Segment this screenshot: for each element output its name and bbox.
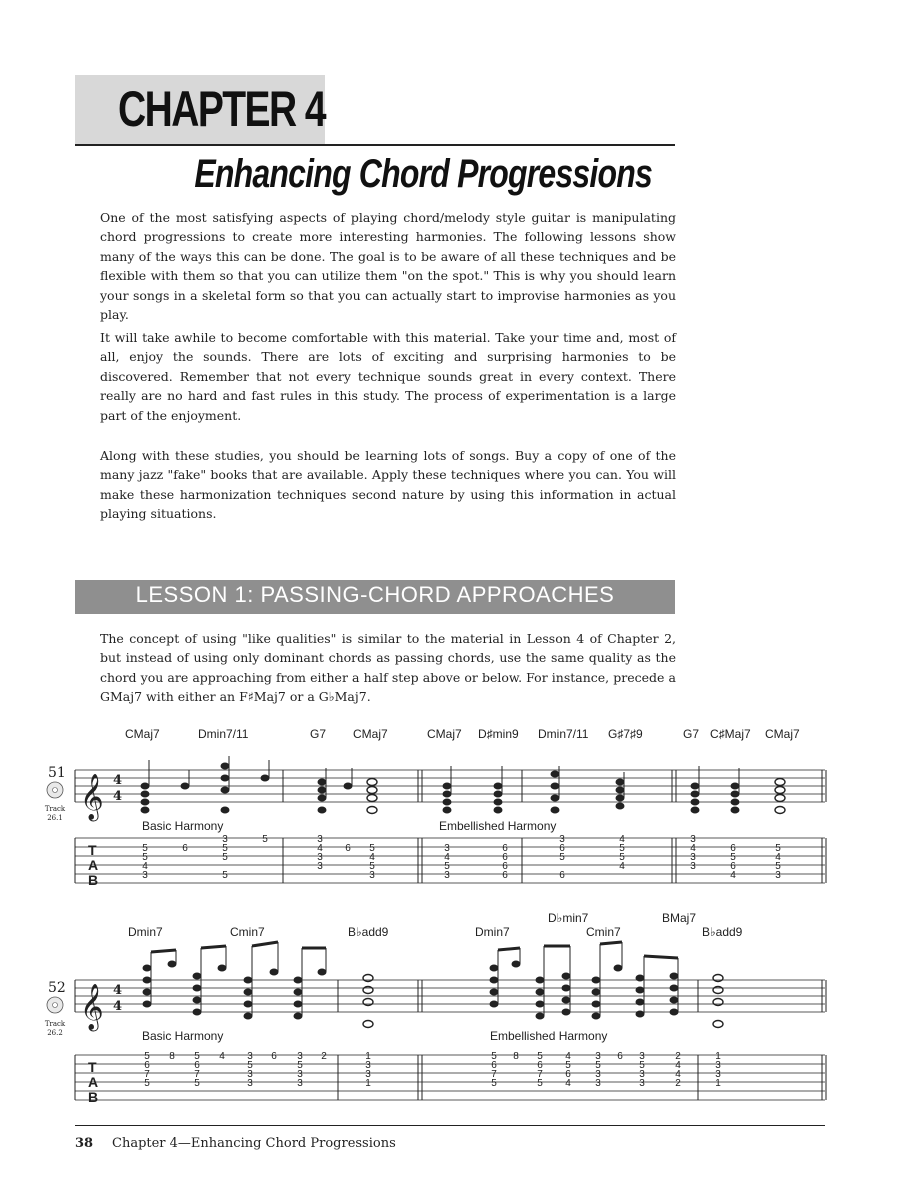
section-label: Basic Harmony <box>142 1029 224 1043</box>
tab-number: 6 <box>537 1060 543 1071</box>
tab-number: 3 <box>690 834 696 845</box>
tab-number: 5 <box>369 861 375 872</box>
tab-number: 3 <box>317 861 323 872</box>
chord-symbol: D♯min9 <box>478 727 519 741</box>
tab-number: 5 <box>639 1060 645 1071</box>
tab-number: 5 <box>222 843 228 854</box>
chord-symbol: D♭min7 <box>548 911 589 925</box>
chord-symbol: CMaj7 <box>125 727 160 741</box>
tab-number: 5 <box>222 870 228 881</box>
tab-number: 4 <box>565 1078 571 1089</box>
example-number: 52 <box>48 980 66 996</box>
tab-number: 1 <box>715 1078 721 1089</box>
chapter-title: Enhancing Chord Progressions <box>194 152 652 196</box>
tab-number: 3 <box>317 852 323 863</box>
tab-number: 5 <box>730 852 736 863</box>
tab-number: 5 <box>595 1060 601 1071</box>
tab-number: 5 <box>142 852 148 863</box>
tab-number: 5 <box>775 861 781 872</box>
tab-number: 5 <box>619 843 625 854</box>
tab-number: 5 <box>565 1060 571 1071</box>
tab-number: 2 <box>675 1051 681 1062</box>
tab-number: 5 <box>444 861 450 872</box>
tab-number: 5 <box>491 1078 497 1089</box>
tab-number: 2 <box>675 1078 681 1089</box>
staff-lines <box>75 980 825 1012</box>
tab-number: 3 <box>639 1051 645 1062</box>
cd-icon <box>47 782 63 798</box>
tab-number: 5 <box>247 1060 253 1071</box>
chord-symbol: Cmin7 <box>586 925 621 939</box>
tab-number: 3 <box>297 1069 303 1080</box>
tab-number: 4 <box>675 1060 681 1071</box>
tab-number: 3 <box>690 861 696 872</box>
tab-number: 6 <box>502 861 508 872</box>
example-52 <box>45 911 826 1105</box>
tab-letter: A <box>88 1074 99 1090</box>
tab-numbers <box>144 1051 721 1089</box>
tab-number: 1 <box>365 1078 371 1089</box>
tab-number: 6 <box>502 852 508 863</box>
tab-number: 4 <box>619 834 625 845</box>
tab-number: 5 <box>144 1051 150 1062</box>
chord-symbol: B♭add9 <box>702 925 743 939</box>
treble-clef: 𝄞 <box>80 774 104 820</box>
chord-symbols <box>125 727 800 741</box>
chord-symbol: C♯Maj7 <box>710 727 751 741</box>
tab-number: 7 <box>491 1069 497 1080</box>
tab-number: 5 <box>262 834 268 845</box>
tab-number: 6 <box>730 861 736 872</box>
chord-symbol: G7 <box>683 727 700 741</box>
running-title: Chapter 4—Enhancing Chord Progressions <box>112 1136 396 1151</box>
tab-number: 3 <box>142 870 148 881</box>
paragraph-songs: Along with these studies, you should be learning lots of songs. Buy a copy of one of the many jazz "fake" books that are available. Apply these techniques where you can. You will make these harmonization techniques second nature by using this information in actual playing situations. <box>100 448 676 522</box>
tab-number: 5 <box>194 1078 200 1089</box>
time-signature-top: 4 <box>113 773 123 788</box>
tab-number: 3 <box>595 1078 601 1089</box>
notes <box>141 756 785 814</box>
tab-number: 3 <box>559 834 565 845</box>
chord-symbol: CMaj7 <box>427 727 462 741</box>
tab-number: 3 <box>444 843 450 854</box>
tab-number: 3 <box>715 1069 721 1080</box>
tab-number: 3 <box>317 834 323 845</box>
tab-number: 3 <box>775 870 781 881</box>
tab-number: 1 <box>715 1051 721 1062</box>
tab-number: 3 <box>595 1069 601 1080</box>
tab-number: 3 <box>247 1051 253 1062</box>
chord-symbol: Dmin7/11 <box>538 727 589 741</box>
tab-number: 6 <box>491 1060 497 1071</box>
tab-number: 6 <box>144 1060 150 1071</box>
chord-symbols <box>128 911 743 939</box>
tab-number: 4 <box>142 861 148 872</box>
tab-number: 5 <box>491 1051 497 1062</box>
paragraph-practice: It will take awhile to become comfortable with this material. Take your time and, most of all, enjoy the sounds. There are lots of exciting and surprising harmonies to be discovered. Remember that not every technique sounds great in every context. There really are no hard and fast rules in this study. The process of experimentation is a large part of the enjoyment. <box>100 330 676 423</box>
example-51 <box>45 727 826 888</box>
tab-number: 3 <box>297 1078 303 1089</box>
tab-number: 5 <box>537 1051 543 1062</box>
page-number: 38 <box>75 1136 94 1151</box>
tab-number: 6 <box>502 843 508 854</box>
tab-number: 3 <box>369 870 375 881</box>
tab-letter: T <box>88 842 97 858</box>
tab-number: 5 <box>619 852 625 863</box>
tab-number: 7 <box>144 1069 150 1080</box>
chord-symbol: G♯7♯9 <box>608 727 643 741</box>
chord-symbol: B♭add9 <box>348 925 389 939</box>
tab-number: 3 <box>247 1078 253 1089</box>
tab-number: 4 <box>730 870 736 881</box>
tab-number: 6 <box>194 1060 200 1071</box>
tab-number: 8 <box>169 1051 175 1062</box>
tab-letter: B <box>88 872 99 888</box>
tab-number: 6 <box>182 843 188 854</box>
tab-number: 5 <box>222 852 228 863</box>
time-signature-bottom: 4 <box>113 999 123 1014</box>
chord-symbol: Cmin7 <box>230 925 265 939</box>
example-number: 51 <box>48 765 66 781</box>
lesson-intro: The concept of using "like qualities" is similar to the material in Lesson 4 of Chapter 2, but instead of using only dominant chords as passing chords, use the same quality as the chord you are approaching from either a half step above or below. For instance, precede a GMaj7 with either an F♯Maj7 or a G♭Maj7. <box>100 631 676 705</box>
tab-number: 3 <box>715 1060 721 1071</box>
paragraph-intro: One of the most satisfying aspects of playing chord/melody style guitar is manipulating chord progressions to create more interesting harmonies. The following lessons show many of the ways this can be done. The goal is to be aware of all these techniques and be flexible with them so that you can utilize them "on the spot." This is why you should learn your songs in a skeletal form so that you can actually start to improvise harmonies as you play. <box>100 210 676 323</box>
tab-number: 4 <box>690 843 696 854</box>
tab-number: 6 <box>271 1051 277 1062</box>
tab-number: 6 <box>345 843 351 854</box>
tab-letter: B <box>88 1089 99 1105</box>
tab-number: 1 <box>365 1051 371 1062</box>
chord-symbol: Dmin7 <box>128 925 163 939</box>
tab-number: 4 <box>317 843 323 854</box>
tab-number: 3 <box>222 834 228 845</box>
tab-number: 6 <box>559 870 565 881</box>
track-label: Track <box>44 1020 66 1028</box>
tab-number: 3 <box>444 870 450 881</box>
tab-number: 3 <box>639 1069 645 1080</box>
tab-number: 7 <box>537 1069 543 1080</box>
tab-number: 5 <box>369 843 375 854</box>
lesson-title: LESSON 1: PASSING-CHORD APPROACHES <box>135 582 615 607</box>
tab-number: 6 <box>559 843 565 854</box>
section-label: Embellished Harmony <box>490 1029 608 1043</box>
tab-number: 4 <box>775 852 781 863</box>
time-signature-top: 4 <box>113 983 123 998</box>
chord-symbol: CMaj7 <box>353 727 388 741</box>
tab-number: 7 <box>194 1069 200 1080</box>
tab-number: 5 <box>142 843 148 854</box>
tab-number: 3 <box>639 1078 645 1089</box>
tab-number: 5 <box>297 1060 303 1071</box>
chord-symbol: Dmin7 <box>475 925 510 939</box>
tab-number: 4 <box>675 1069 681 1080</box>
tab-letter: A <box>88 857 99 873</box>
tab-number: 2 <box>321 1051 327 1062</box>
treble-clef: 𝄞 <box>80 984 104 1030</box>
tab-number: 5 <box>144 1078 150 1089</box>
tab-number: 3 <box>297 1051 303 1062</box>
tab-number: 6 <box>502 870 508 881</box>
chord-symbol: Dmin7/11 <box>198 727 249 741</box>
chord-symbol: CMaj7 <box>765 727 800 741</box>
chord-symbol: G7 <box>310 727 327 741</box>
notes <box>143 942 723 1028</box>
track-number: 26.1 <box>47 814 63 822</box>
tab-number: 5 <box>194 1051 200 1062</box>
tab-number: 4 <box>219 1051 225 1062</box>
track-label: Track <box>44 805 66 813</box>
tab-number: 4 <box>565 1051 571 1062</box>
tab-number: 3 <box>365 1060 371 1071</box>
tab-number: 3 <box>690 852 696 863</box>
chapter-label: CHAPTER 4 <box>118 81 325 137</box>
tab-number: 8 <box>513 1051 519 1062</box>
tab-number: 6 <box>730 843 736 854</box>
tab-number: 6 <box>617 1051 623 1062</box>
tab-number: 3 <box>365 1069 371 1080</box>
tab-number: 5 <box>537 1078 543 1089</box>
tab-staff-lines <box>75 1055 825 1100</box>
cd-icon <box>47 997 63 1013</box>
tab-number: 3 <box>595 1051 601 1062</box>
time-signature-bottom: 4 <box>113 789 123 804</box>
tab-number: 5 <box>559 852 565 863</box>
track-number: 26.2 <box>47 1029 63 1037</box>
tab-barlines <box>75 1055 826 1100</box>
tab-number: 4 <box>369 852 375 863</box>
tab-number: 6 <box>565 1069 571 1080</box>
tab-number: 5 <box>775 843 781 854</box>
section-label: Embellished Harmony <box>439 819 557 833</box>
tab-number: 4 <box>619 861 625 872</box>
footer-rule <box>75 1125 825 1126</box>
tab-number: 4 <box>444 852 450 863</box>
section-label: Basic Harmony <box>142 819 224 833</box>
chord-symbol: BMaj7 <box>662 911 697 925</box>
tab-number: 3 <box>247 1069 253 1080</box>
tab-letter: T <box>88 1059 97 1075</box>
